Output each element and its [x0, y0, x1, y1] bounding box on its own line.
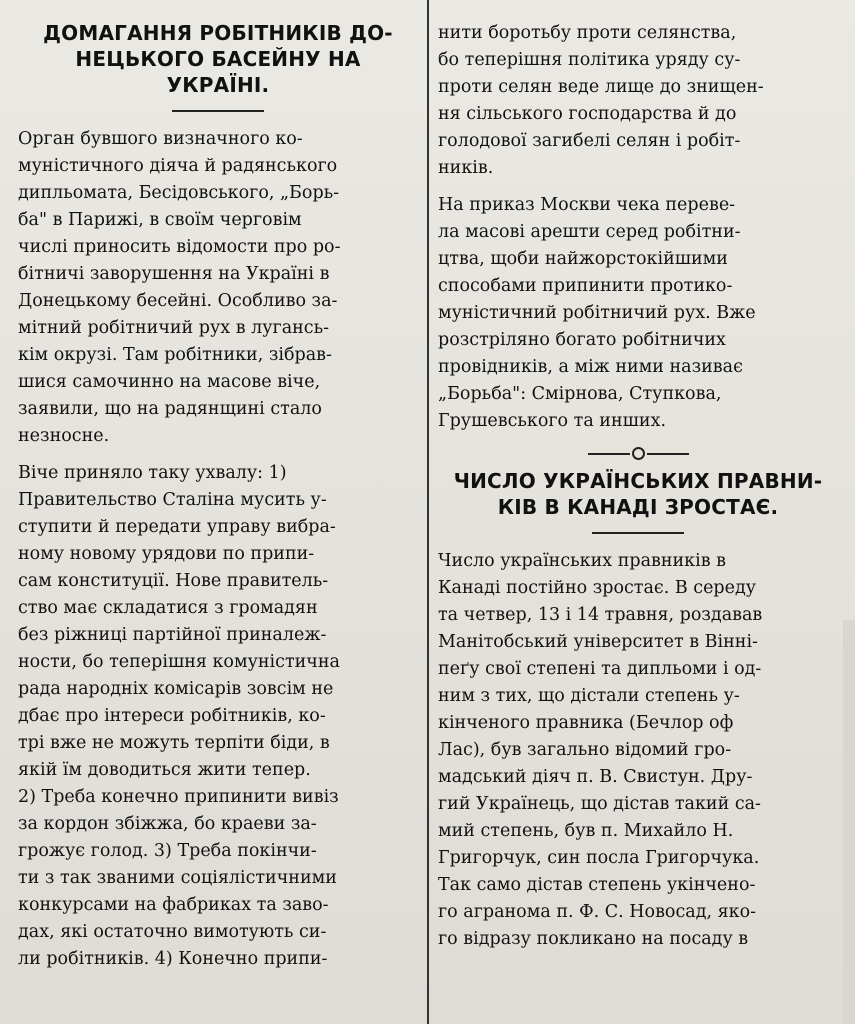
separator-dash-left	[588, 453, 630, 455]
article1-headline: ДОМАГАННЯ РОБІТНИКІВ ДО- НЕЦЬКОГО БАСЕЙНУ НА УКРАЇНІ.	[43, 21, 393, 97]
separator-dash-right	[647, 453, 689, 455]
article1-paragraph-1: Орган бувшого визначного ко- муністичного діяча й радянського дипльомата, Бесідовського, „Борь- ба" в Парижі, в своїм черговім числі приносить відомости про ро- бітничі заворушення на Україні в Донецькому бесейні. Особливо за- мітний робітничий рух в лугансь- кім окрузі. Там робітники, зібрав- шися самочинно на масове віче, заявили, що на радянщині стало незносне.	[18, 129, 341, 446]
article2-headline: ЧИСЛО УКРАЇНСЬКИХ ПРАВНИ- КІВ В КАНАДІ ЗРОСТАЄ.	[453, 469, 823, 519]
right-column	[438, 20, 838, 953]
article2-paragraph-1: Число українських правників в Канаді постійно зростає. В середу та четвер, 13 і 14 травня, роздавав Манітобський університет в Вінні- пеґу свої степені та дипльоми і од- ним з тих, що дістали степень у- кінченого правника (Бечлор оф Лас), був загально відомий гро- мадський діяч п. В. Свистун. Дру- гий Українець, що дістав такий са- мий степень, був п. Михайло Н. Григорчук, син посла Григорчука. Так само дістав степень укінчено- го агранома п. Ф. С. Новосад, яко- го відразу покликано на посаду в	[438, 551, 763, 949]
left-column	[18, 20, 418, 973]
article-separator	[438, 447, 838, 460]
headline-rule-2	[592, 532, 684, 534]
article1-paragraph-4: На приказ Москви чека переве- ла масові арешти серед робітни- цтва, щоби найжорстокійшими способами припинити протико- муністичний робітничий рух. Вже розстріляно богато робітничих провідників, а між ними називає „Борьба": Смірнова, Ступкова, Грушевського та инших.	[438, 195, 756, 431]
separator-circle-icon	[632, 447, 645, 460]
headline-rule	[172, 110, 264, 112]
column-divider	[427, 0, 429, 1024]
article1-paragraph-3: нити боротьбу проти селянства, бо теперішня політика уряду су- проти селян веде лище до знищен- ня сільського господарства й до голодової загибелі селян і робіт- ників.	[438, 23, 764, 178]
article1-paragraph-2: Віче приняло таку ухвалу: 1) Правительство Сталіна мусить у- ступити й передати управу вибра- ному новому урядови по припи- сам конституції. Нове правитель- ство має складатися з громадян без ріжниці партійної приналеж- ности, бо теперішня комуністична рада народніх комісарів зовсім не дбає про інтереси робітників, ко- трі вже не можуть терпіти біди, в якій їм доводиться жити тепер. 2) Треба конечно припинити вивіз за кордон збіжжа, бо краеви за- грожує голод. 3) Треба покінчи- ти з так званими соціялістичними конкурсами на фабриках та заво- дах, які остаточно вимотують си- ли робітників. 4) Конечно припи-	[18, 463, 340, 969]
adjacent-column-edge	[843, 620, 855, 1024]
